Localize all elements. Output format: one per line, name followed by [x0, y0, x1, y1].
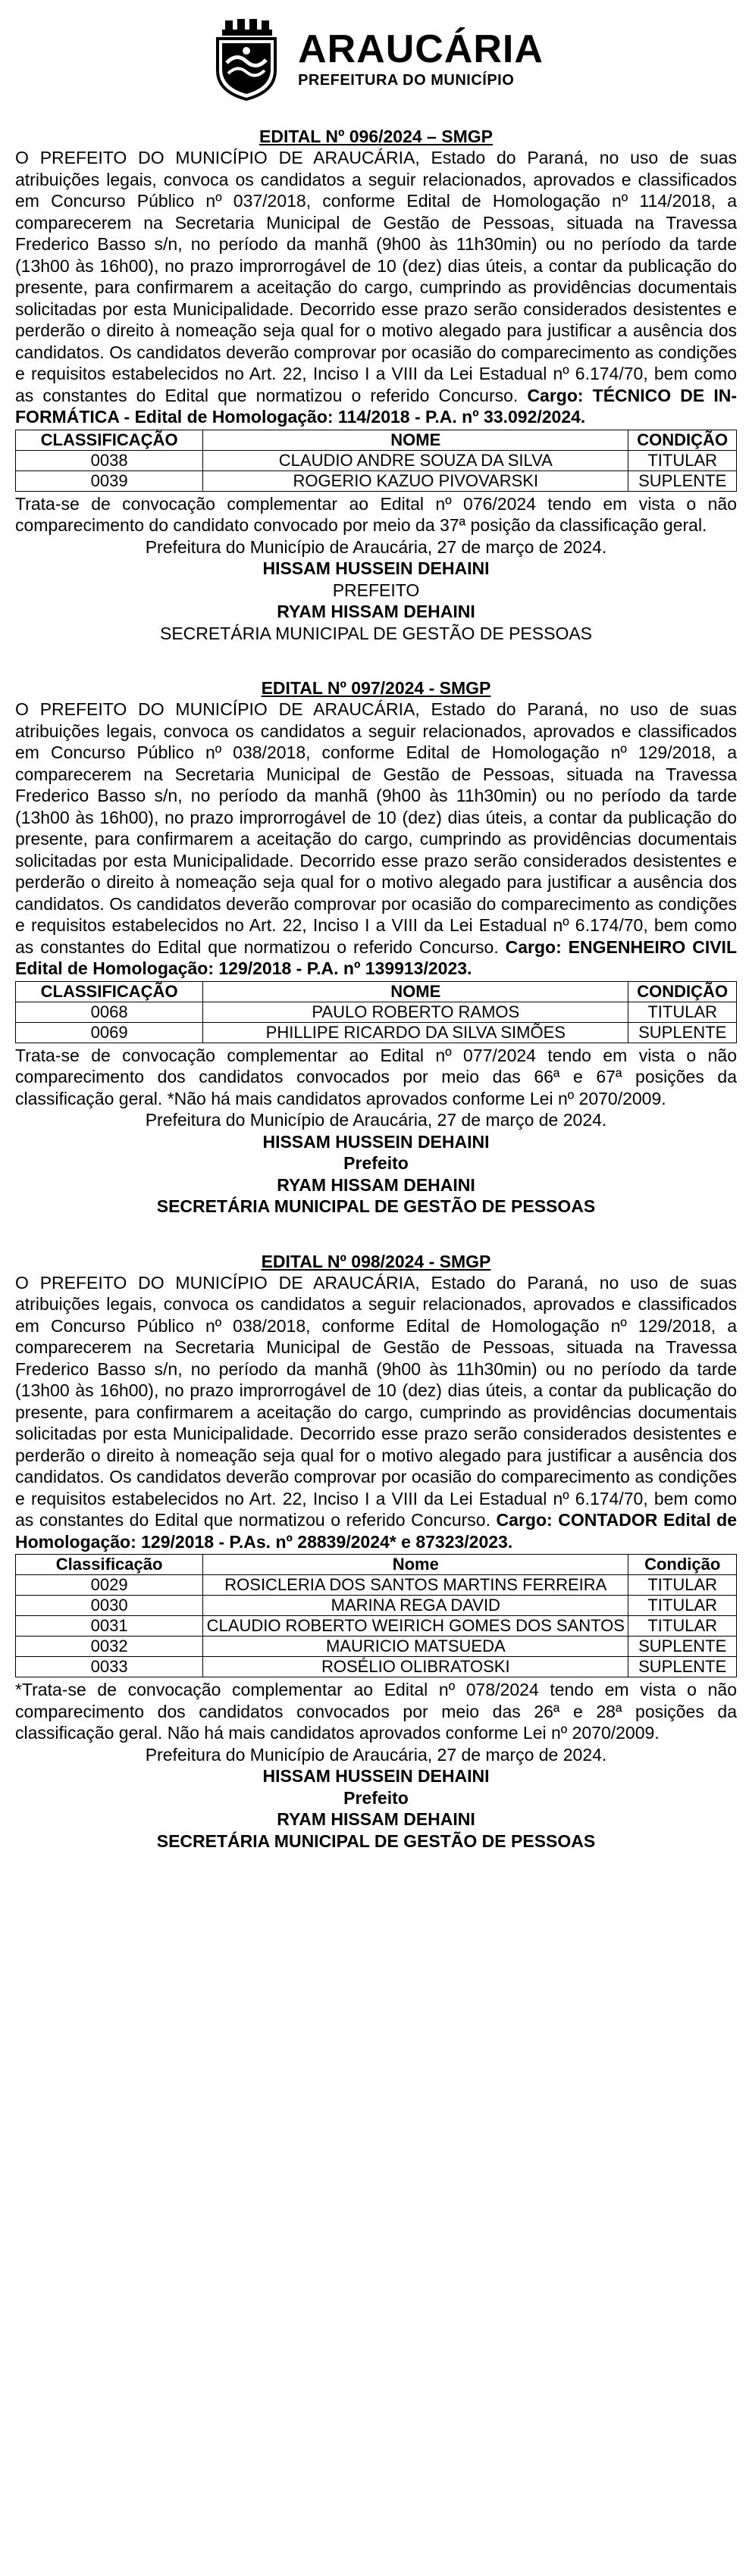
edital-note: Trata-se de convocação complementar ao Edital nº 077/2024 tendo em vista o não comparecimento dos candidatos convocados por meio das 66ª e 67ª posições da classificação geral. *Não há mais candidatos aprovados conforme Lei nº 2070/2009. [15, 1045, 737, 1108]
editais-container [15, 126, 737, 1852]
table-row [16, 470, 737, 491]
cell-condicao: TITULAR [628, 1616, 737, 1637]
header-condicao: Condição [628, 1555, 737, 1575]
signatory-1-name: HISSAM HUSSEIN DEHAINI [262, 1131, 490, 1152]
edital-title: EDITAL Nº 098/2024 - SMGP [261, 1251, 491, 1271]
cell-condicao: TITULAR [628, 1575, 737, 1596]
cell-nome: MARINA REGA DAVID [203, 1596, 628, 1616]
classification-table [15, 1554, 737, 1677]
cell-condicao: SUPLENTE [628, 1022, 737, 1043]
table-row [16, 1575, 737, 1596]
edital-section [15, 1251, 737, 1852]
edital-note: Trata-se de convocação complementar ao Edital nº 076/2024 tendo em vista o não comparecimento do candidato convocado por meio da 37ª posição da classificação geral. [15, 493, 737, 535]
table-row [16, 1657, 737, 1677]
table-row [16, 1596, 737, 1616]
place-date: Prefeitura do Município de Araucária, 27 de março de 2024. [145, 536, 607, 557]
header-classificacao: Classificação [16, 1555, 203, 1575]
edital-cargo: Cargo: TÉCNICO DE INFORMÁTICA - Edital de Homologação: 114/2018 - P.A. nº 33.092/2024. [15, 385, 738, 427]
header [15, 14, 737, 105]
cell-condicao: TITULAR [628, 1596, 737, 1616]
table-header-row [16, 430, 737, 450]
edital-note: *Trata-se de convocação complementar ao Edital nº 078/2024 tendo em vista o não comparecimento dos candidatos convocados por meio das 26ª e 28ª posições da classificação geral. Não há mais candidatos aprovados conforme Lei nº 2070/2009. [15, 1680, 737, 1743]
edital-body [15, 147, 737, 428]
signatory-1-name: HISSAM HUSSEIN DEHAINI [262, 1766, 490, 1786]
cell-nome: ROSICLERIA DOS SANTOS MARTINS FERREIRA [203, 1575, 628, 1596]
header-nome: Nome [203, 1555, 628, 1575]
cell-nome: ROGERIO KAZUO PIVOVARSKI [203, 470, 628, 491]
cell-classificacao: 0029 [16, 1575, 203, 1596]
signatory-1-role: Prefeito [343, 1153, 409, 1173]
cell-condicao: TITULAR [628, 1002, 737, 1022]
table-row [16, 1002, 737, 1022]
signatory-2-role: SECRETÁRIA MUNICIPAL DE GESTÃO DE PESSOAS [156, 1830, 596, 1851]
edital-body [15, 699, 737, 980]
cell-condicao: SUPLENTE [628, 1637, 737, 1657]
signatory-2-role: SECRETÁRIA MUNICIPAL DE GESTÃO DE PESSOAS [156, 1196, 596, 1216]
signatory-2-name: RYAM HISSAM DEHAINI [277, 1174, 475, 1195]
signatory-1-role: PREFEITO [332, 580, 420, 600]
brand-name: ARAUCÁRIA [298, 27, 544, 71]
brand-subtitle: PREFEITURA DO MUNICÍPIO [298, 71, 515, 89]
cell-nome: MAURICIO MATSUEDA [203, 1637, 628, 1657]
cell-condicao: SUPLENTE [628, 470, 737, 491]
table-row [16, 1022, 737, 1043]
cell-classificacao: 0033 [16, 1657, 203, 1677]
header-classificacao: CLASSIFICAÇÃO [16, 981, 203, 1002]
cell-classificacao: 0031 [16, 1616, 203, 1637]
edital-title: EDITAL Nº 097/2024 - SMGP [261, 678, 491, 698]
edital-cargo: Cargo: CONTADOR Edital de Homologação: 129/2018 - P.As. nº 28839/2024* e 87323/2023. [15, 1510, 737, 1552]
edital-body-text: O PREFEITO DO MUNICÍPIO DE ARAUCÁRIA, Estado do Paraná, no uso de suas atribuições legais, convoca os candidatos a seguir relacionados, aprovados e classificados em Concurso Público nº 037/2018, conforme Edital de Homologação nº 114/2018, a comparecerem na Secretaria Municipal de Gestão de Pessoas, situada na Travessa Frederico Basso s/n, no período da manhã (9h00 às 11h30min) ou no período da tarde (13h00 às 16h00), no prazo improrrogável de 10 (dez) dias úteis, a contar da publicação do presente, para confirmarem a aceitação do cargo, cumprindo as providências documentais solicitadas por esta Municipalidade. Decorrido esse prazo serão considerados desistentes e perderão o direito à nomeação seja qual for o motivo alegado para justificar a ausência dos candidatos. Os candidatos deverão comprovar por ocasião do comparecimento as condições e requisitos estabelecidos no Art. 22, Inciso I a VIII da Lei Estadual nº 6.174/70, bem como as constantes do Edital que normatizou o referido Concurso. [15, 148, 737, 405]
signatory-2-name: RYAM HISSAM DEHAINI [277, 1809, 475, 1829]
cell-nome: ROSÉLIO OLIBRATOSKI [203, 1657, 628, 1677]
edital-section [15, 677, 737, 1218]
place-date: Prefeitura do Município de Araucária, 27 de março de 2024. [145, 1110, 607, 1130]
signatory-1-role: Prefeito [343, 1787, 409, 1808]
header-classificacao: CLASSIFICAÇÃO [16, 430, 203, 450]
edital-cargo: Cargo: ENGENHEIRO CIVIL Edital de Homologação: 129/2018 - P.A. nº 139913/2023. [15, 936, 737, 978]
edital-section [15, 126, 737, 644]
cell-nome: PHILLIPE RICARDO DA SILVA SIMÕES [203, 1022, 628, 1043]
header-nome: NOME [203, 430, 628, 450]
cell-classificacao: 0068 [16, 1002, 203, 1022]
cell-nome: PAULO ROBERTO RAMOS [203, 1002, 628, 1022]
table-row [16, 1616, 737, 1637]
cell-classificacao: 0039 [16, 470, 203, 491]
header-nome: NOME [203, 981, 628, 1002]
cell-classificacao: 0038 [16, 450, 203, 470]
table-row [16, 1637, 737, 1657]
signatory-1-name: HISSAM HUSSEIN DEHAINI [262, 558, 490, 578]
header-condicao: CONDIÇÃO [628, 430, 737, 450]
edital-body-text: O PREFEITO DO MUNICÍPIO DE ARAUCÁRIA, Estado do Paraná, no uso de suas atribuições legais, convoca os candidatos a seguir relacionados, aprovados e classificados em Concurso Público nº 038/2018, conforme Edital de Homologação nº 129/2018, a comparecerem na Secretaria Municipal de Gestão de Pessoas, situada na Travessa Frederico Basso s/n, no período da manhã (9h00 às 11h30min) ou no período da tarde (13h00 às 16h00), no prazo improrrogável de 10 (dez) dias úteis, a contar da publicação do presente, para confirmarem a aceitação do cargo, cumprindo as providências documentais solicitadas por esta Municipalidade. Decorrido esse prazo serão considerados desistentes e perderão o direito à nomeação seja qual for o motivo alegado para justificar a ausência dos candidatos. Os candidatos deverão comprovar por ocasião do comparecimento as condições e requisitos estabelecidos no Art. 22, Inciso I a VIII da Lei Estadual nº 6.174/70, bem como as constantes do Edital que normatizou o referido Concurso. [15, 699, 737, 957]
classification-table [15, 430, 737, 492]
cell-condicao: SUPLENTE [628, 1657, 737, 1677]
signatory-2-name: RYAM HISSAM DEHAINI [277, 602, 475, 621]
signatory-2-role: SECRETÁRIA MUNICIPAL DE GESTÃO DE PESSOAS [159, 623, 593, 643]
table-row [16, 450, 737, 470]
municipal-crest-icon [208, 17, 284, 101]
edital-title: EDITAL Nº 096/2024 – SMGP [259, 127, 493, 146]
cell-nome: CLAUDIO ANDRE SOUZA DA SILVA [203, 450, 628, 470]
brand [298, 27, 544, 89]
cell-classificacao: 0032 [16, 1637, 203, 1657]
classification-table [15, 981, 737, 1043]
cell-classificacao: 0030 [16, 1596, 203, 1616]
table-header-row [16, 981, 737, 1002]
edital-body [15, 1272, 737, 1553]
cell-classificacao: 0069 [16, 1022, 203, 1043]
header-condicao: CONDIÇÃO [628, 981, 737, 1002]
table-header-row [16, 1555, 737, 1575]
place-date: Prefeitura do Município de Araucária, 27 de março de 2024. [145, 1744, 607, 1765]
cell-nome: CLAUDIO ROBERTO WEIRICH GOMES DOS SANTOS [203, 1616, 628, 1637]
cell-condicao: TITULAR [628, 450, 737, 470]
edital-body-text: O PREFEITO DO MUNICÍPIO DE ARAUCÁRIA, Estado do Paraná, no uso de suas atribuições legais, convoca os candidatos a seguir relacionados, aprovados e classificados em Concurso Público nº 038/2018, conforme Edital de Homologação nº 129/2018, a comparecerem na Secretaria Municipal de Gestão de Pessoas, situada na Travessa Frederico Basso s/n, no período da manhã (9h00 às 11h30min) ou no período da tarde (13h00 às 16h00), no prazo improrrogável de 10 (dez) dias úteis, a contar da publicação do presente, para confirmarem a aceitação do cargo, cumprindo as providências documentais solicitadas por esta Municipalidade. Decorrido esse prazo serão considerados desistentes e perderão o direito à nomeação seja qual for o motivo alegado para justificar a ausência dos candidatos. Os candidatos deverão comprovar por ocasião do comparecimento as condições e requisitos estabelecidos no Art. 22, Inciso I a VIII da Lei Estadual nº 6.174/70, bem como as constantes do Edital que normatizou o referido Concurso. [15, 1272, 737, 1530]
